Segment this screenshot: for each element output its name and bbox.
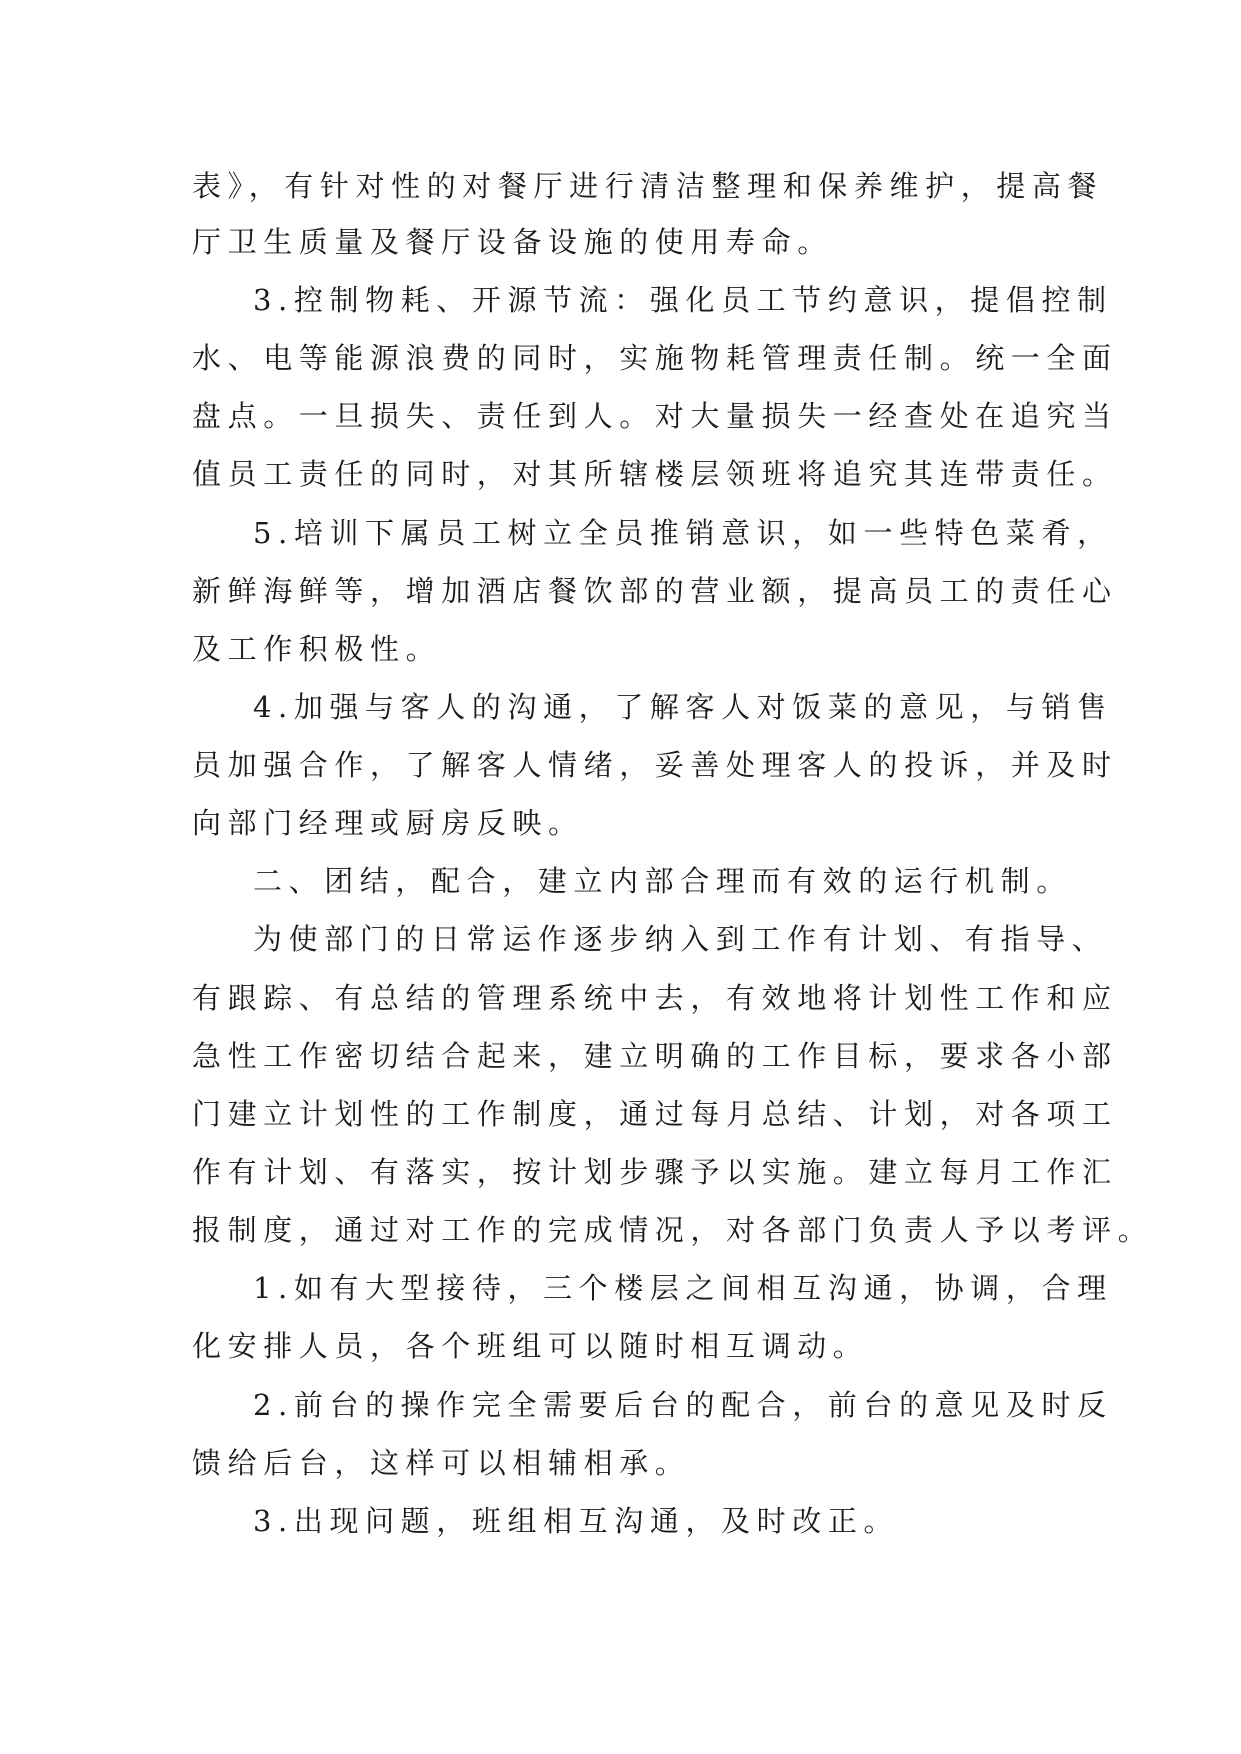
text-line: 4.加强与客人的沟通，了解客人对饭菜的意见，与销售 <box>253 690 1113 724</box>
text-line: 门建立计划性的工作制度，通过每月总结、计划，对各项工 <box>192 1097 1118 1131</box>
text-line: 2.前台的操作完全需要后台的配合，前台的意见及时反 <box>253 1388 1113 1422</box>
text-line: 厅卫生质量及餐厅设备设施的使用寿命。 <box>192 225 833 259</box>
text-line: 向部门经理或厨房反映。 <box>192 806 584 840</box>
text-line: 有跟踪、有总结的管理系统中去，有效地将计划性工作和应 <box>192 981 1118 1015</box>
text-line: 新鲜海鲜等，增加酒店餐饮部的营业额，提高员工的责任心 <box>192 574 1118 608</box>
text-line: 3.控制物耗、开源节流：强化员工节约意识，提倡控制 <box>253 283 1113 317</box>
text-line: 作有计划、有落实，按计划步骤予以实施。建立每月工作汇 <box>192 1155 1118 1189</box>
text-line: 5.培训下属员工树立全员推销意识，如一些特色菜肴， <box>253 516 1113 550</box>
text-line: 馈给后台，这样可以相辅相承。 <box>192 1446 691 1480</box>
text-line: 及工作积极性。 <box>192 632 442 666</box>
text-line: 报制度，通过对工作的完成情况，对各部门负责人予以考评。 <box>192 1213 1154 1247</box>
text-line: 水、电等能源浪费的同时，实施物耗管理责任制。统一全面 <box>192 341 1118 375</box>
text-line: 二、团结，配合，建立内部合理而有效的运行机制。 <box>253 864 1072 898</box>
text-line: 为使部门的日常运作逐步纳入到工作有计划、有指导、 <box>253 922 1108 956</box>
text-line: 3.出现问题，班组相互沟通，及时改正。 <box>253 1504 900 1538</box>
text-line: 员加强合作，了解客人情绪，妥善处理客人的投诉，并及时 <box>192 748 1118 782</box>
text-line: 值员工责任的同时，对其所辖楼层领班将追究其连带责任。 <box>192 457 1118 491</box>
text-line: 1.如有大型接待，三个楼层之间相互沟通，协调，合理 <box>253 1271 1113 1305</box>
text-line: 盘点。一旦损失、责任到人。对大量损失一经查处在追究当 <box>192 399 1118 433</box>
text-line: 表》，有针对性的对餐厅进行清洁整理和保养维护，提高餐 <box>192 169 1104 203</box>
text-line: 化安排人员，各个班组可以随时相互调动。 <box>192 1329 869 1363</box>
text-line: 急性工作密切结合起来，建立明确的工作目标，要求各小部 <box>192 1039 1118 1073</box>
